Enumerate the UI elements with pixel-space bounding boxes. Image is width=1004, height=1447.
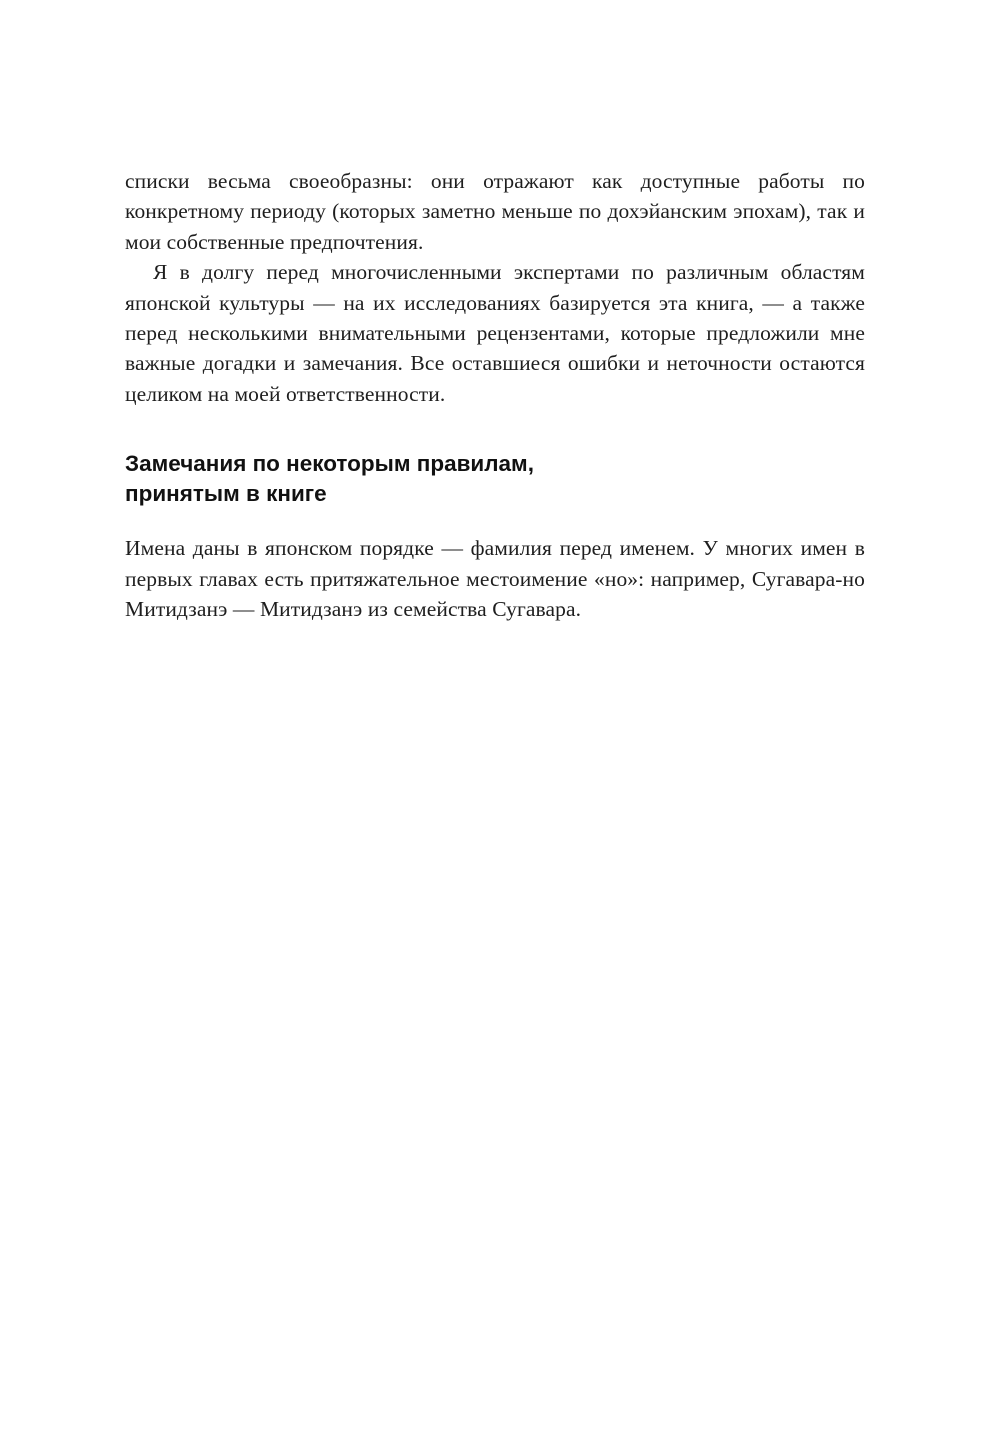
section-heading — [125, 449, 865, 509]
section-heading-line-2: принятым в книге — [125, 481, 327, 507]
section-heading-line-1: Замечания по некоторым правилам, — [125, 451, 534, 477]
paragraph-lists-note: списки весьма своеобразны: они отражают как доступные работы по конкретному периоду (которых заметно меньше по дохэйанским эпохам), так и мои собственные предпочтения. — [125, 169, 865, 254]
paragraph-acknowledgements: Я в долгу перед многочисленными экспертами по различным областям японской культуры — на их исследованиях базируется эта книга, — а также перед несколькими внимательными рецензентами, которые предложили мне важные догадки и замечания. Все оставшиеся ошибки и неточности остаются целиком на моей ответственности. — [125, 260, 865, 406]
paragraph-naming-convention: Имена даны в японском порядке — фамилия перед именем. У многих имен в первых главах есть притяжательное местоимение «но»: например, Сугавара-но Митидзанэ — Митидзанэ из семейства Сугавара. — [125, 536, 865, 622]
page-content — [125, 166, 865, 624]
